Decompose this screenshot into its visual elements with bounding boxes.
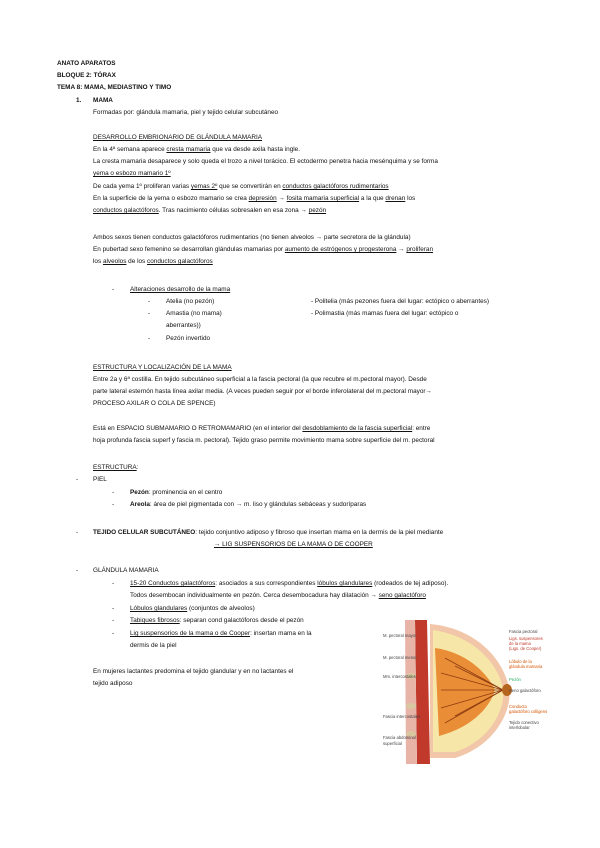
paragraph-line: Está en ESPACIO SUBMAMARIO O RETROMAMARIO (en el interior del desdoblamiento de la fascia superficial: entre	[93, 425, 431, 432]
list-bullet: -	[148, 310, 151, 317]
figure-label: Lóbulo de la	[509, 659, 532, 664]
figure-label: Tejido conectivo	[509, 720, 539, 725]
paragraph-line: yema o esbozo mamario 1º	[93, 170, 171, 177]
list-item: Lig suspensorios de la mama o de Cooper: insertan mama en la	[130, 630, 312, 637]
paragraph-line: → LIG SUSPENSORIOS DE LA MAMA O DE COOPER	[214, 541, 373, 548]
paragraph-line: conductos galactóforos. Tras nacimiento células sobresalen en esa zona → pezón	[93, 207, 327, 214]
paragraph-line: Ambos sexos tienen conductos galactóforos rudimentarios (no tienen alveolos → parte secretora de la glándula)	[93, 234, 411, 241]
figure-label: Fascia abdominal	[383, 735, 416, 740]
list-bullet: -	[112, 489, 115, 496]
list-bullet: -	[148, 335, 151, 342]
block-title: BLOQUE 2: TÓRAX	[57, 72, 116, 79]
list-item: - Politelia (más pezones fuera del lugar: ectópico o aberrantes)	[311, 298, 489, 305]
chest-wall	[405, 620, 417, 764]
paragraph-line: PROCESO AXILAR O COLA DE SPENCE)	[93, 400, 216, 407]
figure-label: Ligs. suspensores	[509, 636, 543, 641]
list-item: Pezón: prominencia en el centro	[130, 489, 223, 496]
list-item: 15-20 Conductos galactóforos: asociados a sus correspondientes lóbulos glandulares (rodeados de tej adiposo).	[130, 580, 449, 587]
paragraph-line: hoja profunda fascia superf y fascia m. pectoral). Tejido graso permite movimiento mama sobre superficie del m. pectoral	[93, 437, 435, 444]
list-bullet: -	[76, 529, 79, 536]
list-item: Todos desembocan individualmente en pezón. Cerca desembocadura hay dilatación → seno galactóforo	[130, 592, 426, 599]
list-bullet: -	[76, 476, 79, 483]
figure-label: Mm. intercostales	[383, 674, 416, 679]
skin-heading: PIEL	[93, 476, 107, 483]
figure-label: M. pectoral menor	[383, 655, 417, 660]
list-bullet: -	[112, 286, 115, 293]
topic-title: TEMA 8: MAMA, MEDIASTINO Y TIMO	[57, 84, 172, 91]
paragraph-line: tejido adiposo	[93, 680, 133, 687]
list-item: - Polimastia (más mamas fuera del lugar: ectópico o	[311, 310, 459, 317]
location-heading: ESTRUCTURA Y LOCALIZACIÓN DE LA MAMA	[93, 364, 232, 371]
list-bullet: -	[148, 298, 151, 305]
figure-label: de la mama	[509, 641, 531, 646]
figure-label: M. pectoral mayor	[383, 633, 417, 638]
development-heading: DESARROLLO EMBRIONARIO DE GLÁNDULA MAMARIA	[93, 134, 263, 141]
list-item: Areola: área de piel pigmentada con → m. liso y glándulas sebáceas y sudoríparas	[130, 501, 367, 508]
list-item: Pezón invertido	[166, 335, 211, 342]
paragraph-line: TEJIDO CELULAR SUBCUTÁNEO: tejido conjuntivo adiposo y fibroso que insertan mama en la dermis de la piel mediante	[93, 529, 444, 536]
paragraph-line: En la 4ª semana aparece cresta mamaria que va desde axila hasta ingle.	[93, 146, 301, 153]
figure-label: galactóforo colligens	[509, 709, 548, 714]
list-item: Amastia (no mama)	[166, 310, 222, 317]
list-item: dermis de la piel	[130, 642, 177, 649]
paragraph-line: En la superficie de la yema o esbozo mamario se crea depresión → fosita mamaria superficial a la que drenan los	[93, 195, 416, 202]
pectoral-muscle	[415, 620, 430, 764]
paragraph-line: En pubertad sexo femenino se desarrollan glándulas mamarias por aumento de estrógenos y progesterona → proliferan	[93, 246, 434, 253]
figure-label: glándula mamaria	[509, 664, 543, 669]
course-title: ANATO APARATOS	[57, 60, 116, 67]
structure-heading: ESTRUCTURA:	[93, 464, 139, 471]
list-bullet: -	[112, 605, 115, 612]
list-bullet: -	[112, 580, 115, 587]
list-item: aberrantes))	[166, 322, 201, 329]
alterations-heading: Alteraciones desarrollo de la mama	[130, 286, 231, 293]
paragraph-line: En mujeres lactantes predomina el tejido glandular y en no lactantes el	[93, 668, 294, 675]
section-number: 1.	[76, 97, 82, 104]
list-item: Tabiques fibrosos: separan cond galactóforos desde el pezón	[130, 617, 304, 624]
figure-label: superficial	[383, 741, 402, 746]
section-intro: Formadas por: glándula mamaria, piel y tejido celular subcutáneo	[93, 109, 279, 116]
list-item: Lóbulos glandulares (conjuntos de alveolos)	[130, 605, 255, 612]
paragraph-line: La cresta mamaria desaparece y solo queda el trozo a nivel torácico. El ectodermo penetra hacia mesénquima y se forma	[93, 158, 438, 165]
paragraph-line: Entre 2a y 6ª costilla. En tejido subcutáneo superficial a la fascia pectoral (la que recubre el m.pectoral mayor). Desde	[93, 376, 427, 383]
list-bullet: -	[112, 617, 115, 624]
paragraph-line: parte lateral esternón hasta línea axilar media. (A veces pueden seguir por el borde inferolateral del m.pectoral mayor→	[93, 388, 432, 395]
figure-label: Seno galactóforo	[509, 688, 541, 693]
figure-label: Pezón	[509, 677, 521, 682]
figure-label: interlobular	[509, 725, 530, 730]
list-bullet: -	[112, 501, 115, 508]
figure-label: (Ligs. de Cooper)	[509, 646, 542, 651]
paragraph-line: los alveolos de los conductos galactóforos	[93, 258, 213, 265]
paragraph-line: De cada yema 1º proliferan varias yemas 2º que se convertirán en conductos galactóforos rudimentarios	[93, 183, 389, 190]
list-bullet: -	[76, 567, 79, 574]
figure-label: Conducto	[509, 704, 527, 709]
rib	[406, 703, 416, 709]
gland-heading: GLÁNDULA MAMARIA	[93, 567, 159, 574]
figure-label: Fascia pectoral	[509, 629, 538, 634]
list-item: Atelia (no pezón)	[166, 298, 215, 305]
figure-label: Fascia intercostales	[383, 714, 421, 719]
list-bullet: -	[112, 630, 115, 637]
section-title: MAMA	[93, 97, 113, 104]
